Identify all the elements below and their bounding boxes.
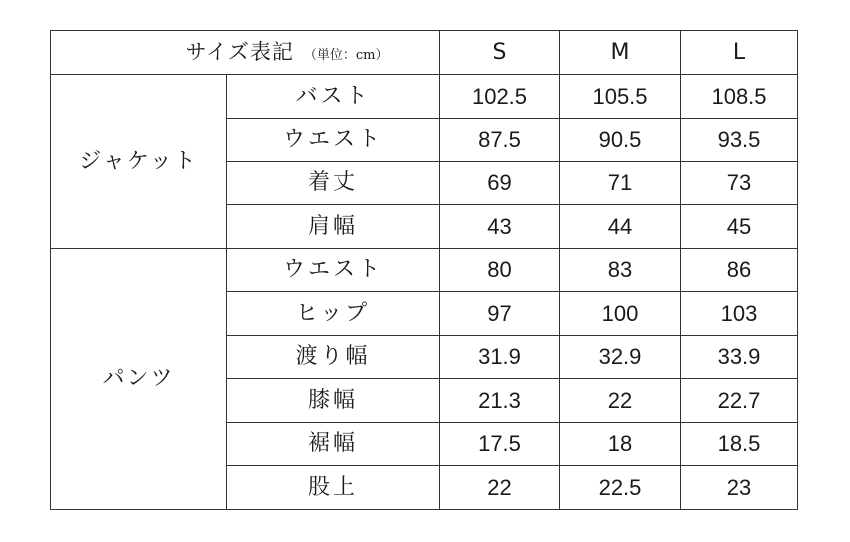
value-cell: 44 — [560, 205, 681, 249]
value-cell: 18 — [560, 423, 681, 466]
size-chart-table — [50, 30, 798, 510]
item-label: ウエスト — [227, 249, 440, 292]
value-cell: 93.5 — [681, 119, 798, 162]
value-cell: 73 — [681, 162, 798, 205]
group-label-pants: パンツ — [51, 249, 227, 510]
value-cell: 45 — [681, 205, 798, 249]
header-row — [51, 31, 798, 75]
item-label: バスト — [227, 75, 440, 119]
size-chart-title: サイズ表記 — [185, 39, 294, 64]
unit-label: （単位：cm） — [303, 47, 389, 63]
value-cell: 33.9 — [681, 336, 798, 379]
value-cell: 43 — [440, 205, 560, 249]
value-cell: 90.5 — [560, 119, 681, 162]
value-cell: 22.7 — [681, 379, 798, 423]
value-cell: 83 — [560, 249, 681, 292]
item-label: ヒップ — [227, 292, 440, 336]
value-cell: 23 — [681, 466, 798, 510]
value-cell: 18.5 — [681, 423, 798, 466]
item-label: 肩幅 — [227, 205, 440, 249]
value-cell: 32.9 — [560, 336, 681, 379]
size-header-l: L — [681, 31, 798, 75]
value-cell: 105.5 — [560, 75, 681, 119]
value-cell: 102.5 — [440, 75, 560, 119]
value-cell: 103 — [681, 292, 798, 336]
item-label: 股上 — [227, 466, 440, 510]
value-cell: 21.3 — [440, 379, 560, 423]
item-label: 膝幅 — [227, 379, 440, 423]
value-cell: 31.9 — [440, 336, 560, 379]
item-label: 渡り幅 — [227, 336, 440, 379]
value-cell: 69 — [440, 162, 560, 205]
group-label-jacket: ジャケット — [51, 75, 227, 249]
item-label: 着丈 — [227, 162, 440, 205]
size-chart-title-cell — [51, 31, 440, 75]
value-cell: 87.5 — [440, 119, 560, 162]
size-header-m: M — [560, 31, 681, 75]
value-cell: 97 — [440, 292, 560, 336]
value-cell: 80 — [440, 249, 560, 292]
value-cell: 22 — [440, 466, 560, 510]
value-cell: 86 — [681, 249, 798, 292]
value-cell: 100 — [560, 292, 681, 336]
value-cell: 22.5 — [560, 466, 681, 510]
item-label: 裾幅 — [227, 423, 440, 466]
table-row — [51, 249, 798, 292]
value-cell: 17.5 — [440, 423, 560, 466]
value-cell: 22 — [560, 379, 681, 423]
size-header-s: S — [440, 31, 560, 75]
item-label: ウエスト — [227, 119, 440, 162]
value-cell: 108.5 — [681, 75, 798, 119]
table-row — [51, 75, 798, 119]
value-cell: 71 — [560, 162, 681, 205]
